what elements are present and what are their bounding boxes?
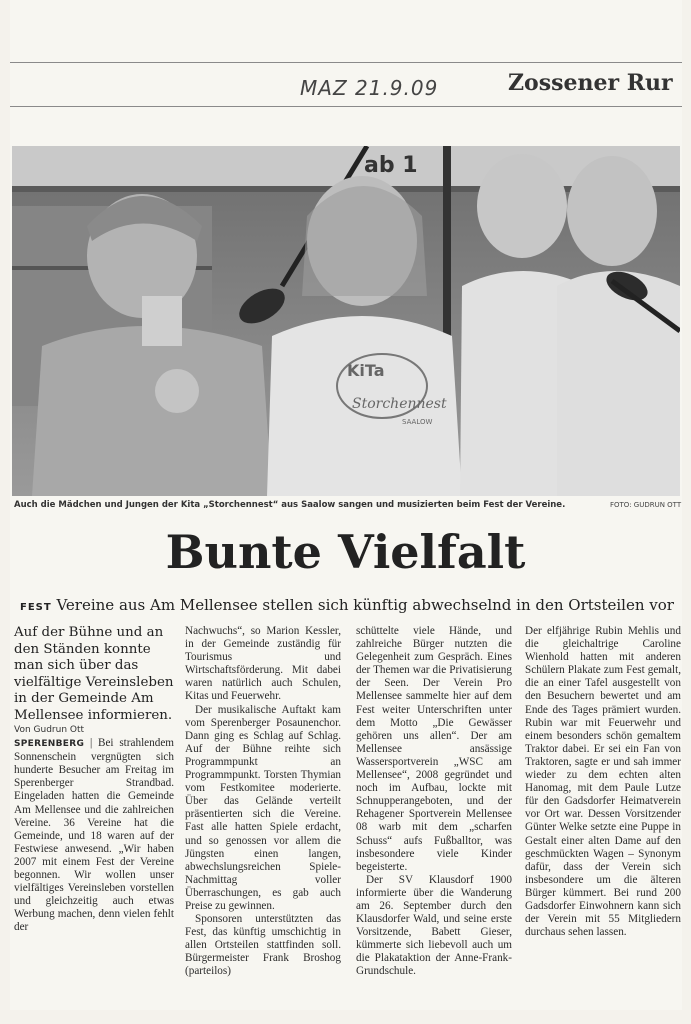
handwritten-date-note: MAZ 21.9.09 xyxy=(300,76,439,100)
column-2-paragraph-3: Sponsoren unterstützten das Fest, das künftig umschichtig in allen Ortsteilen stattfinden soll. Bürgermeister Frank Broshog (parteilos) xyxy=(185,913,341,978)
column-2-paragraph-1: Nachwuchs“, so Marion Kessler, in der Gemeinde zuständig für Tourismus und Wirtschaftsförderung. Mit dabei waren natürlich auch Schulen, Kitas und Feuerwehr. xyxy=(185,625,341,703)
article-column-4 xyxy=(525,625,681,939)
subhead-text: Vereine aus Am Mellensee stellen sich künftig abwechselnd in den Ortsteilen vor xyxy=(56,596,674,614)
article-column-3 xyxy=(356,625,512,979)
article-byline: Von Gudrun Ott xyxy=(14,725,85,735)
dateline: SPERENBERG xyxy=(14,739,85,750)
header-rule-top xyxy=(10,62,682,63)
article-column-2 xyxy=(185,625,341,979)
kids-singing-photo xyxy=(12,146,680,496)
column-4-paragraph: Der elfjährige Rubin Mehlis und die gleichaltrige Caroline Wienhold hatten mit anderen Schülern Plakate zum Fest gemalt, die an einer Tafel ausgestellt von den Besuchern bewertet und am Ende des Tages prämiert wurden. Rubin war mit Feuerwehr und einem besonders schön gemaltem Traktor dabei. Er sei ein Fan von Traktoren, sagte er und sah immer wieder zu dem echten alten Hanomag, mit dem Paule Lutze für den Gadsdorfer Heimatverein vor Ort war. Dessen Vorsitzender Günter Welke setzte eine Puppe in Gestalt einer alten Dame auf den geschmückten Wagen – Synonym dafür, dass der Verein sich insbesondere um die älteren Bürger kümmert. Bei rund 200 Gadsdorfer Einwohnern kann sich der Verein mit 55 Mitgliedern durchaus sehen lassen. xyxy=(525,625,681,939)
shirt-logo-top: KiTa xyxy=(347,361,385,380)
section-title: Zossener Rur xyxy=(508,70,673,96)
column-3-paragraph-2: Der SV Klausdorf 1900 informierte über die Wanderung am 26. September durch den Klausdorfer Wald, und seine erste Vorsitzende, Babett Gieser, kümmerte sich liebevoll auch um die Plakataktion der Anne-Frank-Grundschule. xyxy=(356,873,512,978)
article-teaser: Auf der Bühne und an den Ständen konnte man sich über das vielfältige Vereinsleben in der Gemeinde Am Mellensee informieren. xyxy=(14,625,174,723)
shirt-logo-town: SAALOW xyxy=(402,418,433,426)
subhead-tag: FEST xyxy=(20,602,52,613)
banner-text: ab 1 xyxy=(364,153,418,178)
article-column-1 xyxy=(14,625,174,935)
article-subhead xyxy=(20,596,674,614)
column-2-paragraph-2: Der musikalische Auftakt kam vom Sperenberger Posaunenchor. Dann ging es Schlag auf Schlag. Auf der Bühne reihte sich Programmpunkt an Programmpunkt. Torsten Thymian vom Festkomitee moderierte. Über das Gelände verteilt präsentierten sich die Vereine. Fast alle hatten Spiele erdacht, und so genossen vor allem die Jüngsten einen langen, abwechslungsreichen Spiele-Nachmittag voller Überraschungen, es gab auch Preise zu gewinnen. xyxy=(185,703,341,912)
photo-credit: FOTO: GUDRUN OTT xyxy=(610,501,682,509)
article-photo xyxy=(12,146,680,496)
column-1-text: Bei strahlendem Sonnenschein vergnügten sich hunderte Besucher am Freitag im Sperenberger Strandbad. Eingeladen hatten die Gemeinde Am Mellensee und die zahlreichen Vereine. 36 Vereine hat die Gemeinde, und 18 waren auf der Festwiese anwesend. „Wir haben 2007 mit einem Fest der Vereine begonnen. Wir wollen unser vielfältiges Vereinsleben vorstellen und gleichzeitig auch etwas Werbung machen, denn vielen fehlt der xyxy=(14,737,174,934)
column-3-paragraph-1: schüttelte viele Hände, und zahlreiche Bürger nutzten die Gelegenheit zum Gespräch. Eines der Themen war die Privatisierung der Seen. Der Verein Pro Mellensee sammelte hier auf dem Fest weiter Unterschriften unter dem Motto „Die Gewässer gehören uns allen“. Der am Mellensee ansässige Wassersportverein „WSC am Mellensee“, 2008 gegründet und noch im Aufbau, lockte mit Schnupperangeboten, und der Rehagener Sportverein Mellensee 08 warb mit dem „scharfen Schuss“ aufs Fußballtor, was insbesondere viele Kinder begeisterte. xyxy=(356,625,512,873)
column-1-paragraph: SPERENBERG | Bei strahlendem Sonnenschein vergnügten sich hunderte Besucher am Freitag im Sperenberger Strandbad. Eingeladen hatten die Gemeinde Am Mellensee und die zahlreichen Vereine. 36 Vereine hat die Gemeinde, und 18 waren auf der Festwiese anwesend. „Wir haben 2007 mit einem Fest der Vereine begonnen. Wir wollen unser vielfältiges Vereinsleben vorstellen und gleichzeitig auch etwas Werbung machen, denn vielen fehlt der xyxy=(14,737,174,934)
article-headline: Bunte Vielfalt xyxy=(165,525,526,579)
photo-caption: Auch die Mädchen und Jungen der Kita „Storchennest“ aus Saalow sangen und musizierten beim Fest der Vereine. xyxy=(14,500,566,510)
shirt-logo-script: Storchennest xyxy=(352,396,447,412)
header-rule-bottom xyxy=(10,106,682,107)
